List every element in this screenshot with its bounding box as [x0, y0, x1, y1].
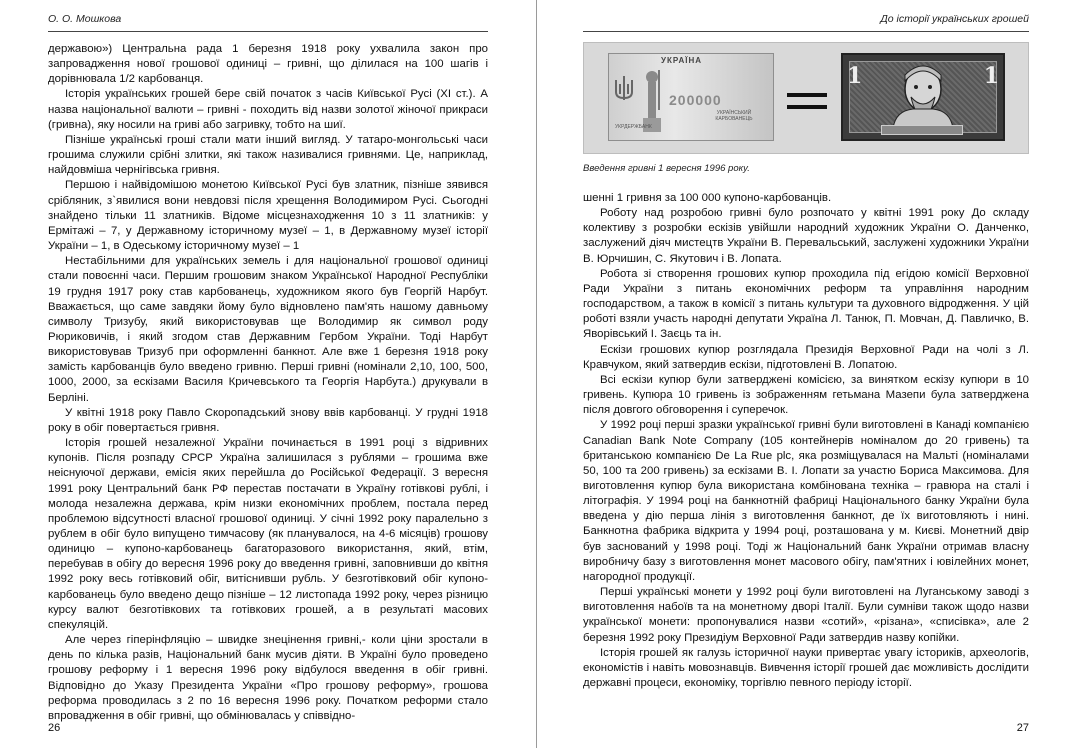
left-body-text: [48, 42, 488, 724]
banknote-figure: [583, 42, 1029, 154]
equals-bar-top: [787, 93, 827, 97]
running-header-author: О. О. Мошкова: [48, 13, 122, 25]
denomination-right: 1: [983, 63, 999, 89]
page-number: 26: [48, 722, 61, 734]
paragraph: Історія грошей як галузь історичної науки привертає увагу істориків, археологів, економістів і навіть мовознавців. Вивчення історії грошей дає можливість дослідити державні процеси, економіку, торгівлю певного періоду історії.: [583, 646, 1029, 689]
banknote-currency-text: УКРАЇНСЬКИЙ КАРБОВАНЕЦЬ: [715, 110, 753, 122]
paragraph: Першою і найвідомішою монетою Київської Русі був златник, пізніше зявився срібляник, з`явилися вони невдовзі після хрещення Володимиром Русі. Сьогодні знайдено тільки 11 златників. Відоме місцезнаходження 10 з 11 златників: у Ермітажі – 7, у Державному історичному музеї – 1, в Державному музеї історії України – 1, в Одеському історичному музеї – 1: [48, 179, 488, 253]
left-page: [0, 0, 536, 748]
portrait-icon: [883, 59, 963, 129]
karbovanets-banknote: [608, 53, 774, 141]
paragraph: Історія грошей незалежної України починається в 1991 році з відривних купонів. Після розпаду СРСР Україна залишилася з рублями – грошима вже неіснуючої держави, емісія яких перейшла до Російської Федерації. З вересня 1991 року Центральний банк РФ перестав постачати в Україну готівкові рублі, і молода незалежна держава, крім низки економічних проблем, постала перед проблемою відсутності власної грошової одиниці. У січні 1992 року паралельно з рублем в обіг було випущено тимчасову (як планувалося, на 4-6 місяців) грошову одиницю – купоно-карбованець багаторазового використання, який, втім, перебував в обігу до вересня 1996 року до введення гривні, заповнивши до квітня 1992 року весь готівковий обіг, витіснивши рубль. У безготівковий обіг купоно-карбованець було введено дещо пізніше – 12 листопада 1992 року, через різницю курсу валют безготівкових та готівкових грошей, а в результаті масових спекуляцій.: [48, 437, 488, 631]
page-number: 27: [1016, 722, 1029, 734]
header-rule: [583, 31, 1029, 32]
paragraph: Робота зі створення грошових купюр проходила під егідою комісії Верховної Ради України з питань економічних реформ та управління народним господарством, а також в комісії з питань культури та духовного відродження. У цій роботі взяли участь народні депутати Україна Л. Танюк, П. Мовчан, Д. Павличко, В. Яворівський І. Заєць та ін.: [583, 267, 1029, 341]
banknote-country: УКРАЇНА: [661, 56, 703, 65]
paragraph: У квітні 1918 року Павло Скоропадський знову ввів карбованці. У грудні 1918 року в обіг повертається гривня.: [48, 406, 488, 434]
paragraph: шенні 1 гривня за 100 000 купоно-карбованців.: [583, 192, 832, 204]
paragraph: Історія українських грошей бере свій початок з часів Київської Русі (XI ст.). А назва національної валюти – гривні - походить від назви золотої жіночої прикраси (гривна), яку носили на гриві або загривку, тобто на шиї.: [48, 88, 488, 131]
paragraph: Перші українські монети у 1992 році були виготовлені на Луганському заводі з виготовлення набоїв та на монетному дворі Італії. Були сумніви також щодо назви української монети: пропонувалися назви «сотий», «різана», «списівка», але 2 березня 1992 року Президіум Верховної Ради затвердив назву копійки.: [583, 586, 1029, 644]
equals-bar-bottom: [787, 105, 827, 109]
right-body-text: [583, 191, 1029, 691]
paragraph: Всі ескізи купюр були затверджені комісією, за винятком ескізу купюри в 10 гривень. Купюра 10 гривень із зображенням гетьмана Мазепи була затверджена після довгого обговорення і суперечок.: [583, 373, 1029, 417]
trident-icon: [613, 74, 635, 104]
paragraph: Пізніше українські гроші стали мати інший вигляд. У татаро-монгольські часи грошима служили срібні злитки, які також називалися гривнями. Це, наприклад, найдовміша чернігівська гривня.: [48, 133, 488, 177]
banknote-label-plate: [881, 125, 963, 135]
hryvnia-banknote: [841, 53, 1005, 141]
paragraph: У 1992 році перші зразки української гривні були виготовлені в Канаді компанією Canadian Bank Note Company (105 контейнерів номіналом до 20 гривень) та британською компанією De La Rue plc, яка розміщувалася на Мальті (номіналами 50, 100 та 200 гривень) за ескізами В. І. Лопати за участю Бориса Максимова. Для виготовлення купюр була використана комбінована техніка – гравюра на сталі і літографія. У 1994 році на банкнотній фабриці Національного банку України була введена у дію перша лінія з виготовлення банкнот, де їх виготовляють і нині. Банкнотна фабрика відкрита у 1994 році, розташована у м. Києві. Монетний двір був заснований у 1998 році. Тоді ж Національний банк України отримав власну виробничу базу з виготовлення монет масового обігу, пам'ятних і ювілейних монет, нагородної продукції.: [583, 419, 1029, 583]
paragraph: Нестабільними для українських земель і для національної грошової одиниці стали повоєнні часи. Першим грошовим знаком Української Народної Республіки 19 грудня 1917 року став карбованець, художником якого був Георгій Нарбут. Вважається, що саме завдяки йому було відновлено пам'ять нашому давньому символу Тризубу, який використовував ще Володимир як символ роду Рюриковичів, і який згодом став Державним Гербом України. Тоді Нарбут використовував Тризуб при оформленні банкнот. Але вже 1 березня 1918 року замість карбованців було введено гривню. Перші гривні (номінали 2,10, 100, 500, 1000, 2000, за ескізами Василя Кричевського та Георгія Нарбута.) друкували в Берліні.: [48, 255, 488, 404]
right-page: [537, 0, 1073, 748]
denomination-left: 1: [847, 63, 863, 89]
paragraph: Але через гіперінфляцію – швидке знецінення гривні,- коли ціни зростали в день по кілька разів, Національний банк мусив діяти. В Україні було проведено грошову реформу і 1 вересня 1996 року відбулося введення в обіг гривні. Відповідно до Указу Президента України «Про грошову реформу», грошова реформа проводилась з 2 по 16 вересня 1996 року. Початком реформи стало впровадження в обіг гривні, що обмінювалась у співвідно-: [48, 634, 488, 722]
header-rule: [48, 31, 488, 32]
paragraph: Ескізи грошових купюр розглядала Президія Верховної Ради на чолі з Л. Кравчуком, який затвердив ескізи, підготовлені В. Лопатою.: [583, 343, 1029, 371]
banknote-denomination: 200000: [669, 92, 722, 108]
paragraph: Роботу над розробою гривні було розпочато у квітні 1991 року До складу колективу з розробки ескізів увійшли народний художник України О. Данченко, заслужений діяч мистецтв України В. Перевальський, заслужені художники України В. Юрчишин, С. Якутович і В. Лопата.: [583, 207, 1029, 265]
paragraph: державою») Центральна рада 1 березня 1918 року ухвалила закон про запровадження нової грошової одиниці – гривні, що ділилася на 100 шагів і дорівнювала 1/2 карбованця.: [48, 43, 488, 86]
running-header-title: До історії українських грошей: [880, 13, 1029, 25]
figure-caption: Введення гривні 1 вересня 1996 року.: [583, 163, 750, 174]
banknote-issuer: УКРДЕРЖБАНК: [615, 124, 652, 130]
